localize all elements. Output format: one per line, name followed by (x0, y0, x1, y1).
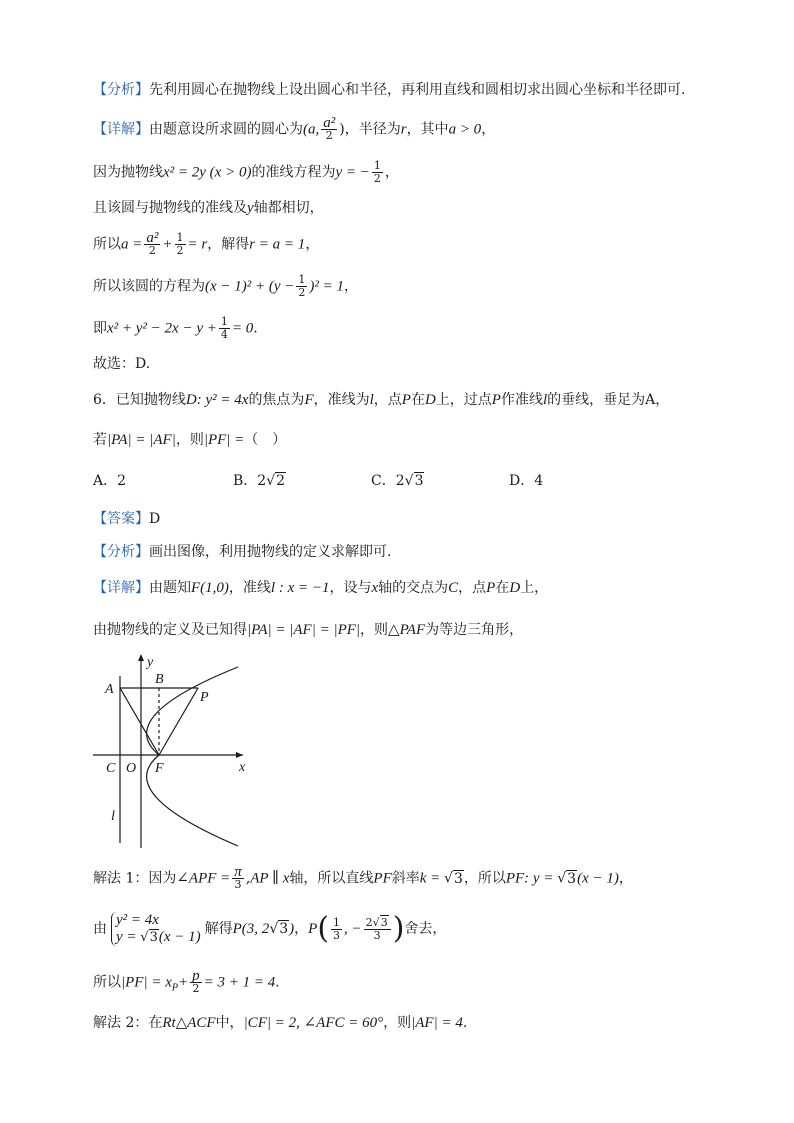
q6-detail-line (93, 578, 548, 598)
text: 6．已知抛物线 (93, 392, 186, 408)
math: k = (419, 870, 445, 887)
text: 轴都相切， (253, 200, 324, 216)
math: y (247, 200, 254, 216)
text: 因为抛物线 (93, 164, 163, 181)
math: |AF| = 4 (411, 1015, 463, 1031)
denominator: 4 (220, 328, 228, 341)
coef: 2 (395, 473, 405, 489)
label-f: F (155, 761, 164, 776)
math: )² = 1 (309, 278, 345, 295)
numerator: 1 (333, 915, 341, 929)
detail-tag: 【详解】 (93, 580, 149, 596)
math: ∠APF = (176, 870, 231, 887)
numerator: 1 (220, 315, 228, 328)
text: ，所以 (463, 870, 506, 887)
text: （ ） (244, 432, 287, 448)
text: ，点 (458, 580, 487, 596)
text: 轴的交点为 (378, 580, 449, 596)
x-axis-arrow (236, 752, 243, 758)
math: P(3, 2 (232, 921, 270, 937)
text: 解得 (204, 921, 233, 937)
numerator: a² (323, 115, 336, 131)
text: ， (344, 278, 359, 295)
math: , − (344, 921, 362, 937)
q6-options (93, 471, 553, 493)
fraction (321, 117, 337, 142)
denominator: 2 (373, 172, 381, 185)
fraction (296, 274, 307, 299)
denominator: 3 (373, 928, 381, 942)
p5-analysis-text: 先利用圆心在抛物线上设出圆心和半径，再利用直线和圆相切求出圆心坐标和半径即可. (149, 82, 686, 98)
radicand: 3 (414, 473, 424, 489)
label-c: C (106, 761, 116, 776)
fraction (144, 232, 160, 257)
text: ，则 (175, 432, 204, 448)
label-b: B (155, 672, 164, 687)
text: ，准线 (228, 580, 271, 596)
math: l (542, 392, 548, 408)
text: 由题意设所求圆的圆心为 (149, 121, 303, 138)
math: a > 0 (448, 121, 482, 138)
text: 由抛物线的定义及已知得 (93, 622, 247, 638)
option-b[interactable]: B．2√2 (233, 473, 286, 489)
math: ) (289, 921, 295, 937)
answer-tag: 【答案】 (93, 511, 149, 527)
fraction (175, 232, 186, 257)
p5-line-4 (93, 232, 319, 257)
math: (a, (303, 121, 320, 138)
text: 所以 (93, 974, 121, 991)
label-x: x (239, 760, 246, 775)
fraction (219, 316, 230, 341)
radicand: 3 (149, 930, 158, 945)
segment-af (120, 688, 159, 755)
denominator: 2 (148, 244, 156, 257)
text: . (462, 1015, 468, 1031)
math: a = (121, 236, 143, 253)
text: 所以 (93, 236, 121, 253)
denominator: 2 (192, 982, 200, 995)
text: ，准线为 (313, 392, 370, 408)
text: ， (305, 236, 320, 253)
radicand: 3 (567, 870, 577, 887)
label-y: y (147, 655, 154, 670)
p5-choice: 故选：D. (93, 356, 151, 372)
segment-pf (159, 688, 198, 755)
math: l : x = −1 (270, 580, 330, 596)
solution-2-line (93, 1013, 467, 1033)
fraction (331, 917, 342, 942)
solution-1-line-2: 由 y² = 4x y = √3(x − 1) 解得P(3, 2√3)，P( $\frac{1}{3}$ , − $\frac{2√3}{3}$ )舍去， (93, 911, 447, 946)
math: PF: y = (505, 870, 558, 887)
text: , (245, 870, 251, 887)
label-a: A (105, 682, 114, 697)
option-d[interactable]: D．4 (509, 473, 544, 489)
denominator: 3 (333, 928, 341, 942)
numerator: 1 (373, 159, 381, 172)
text: 轴，所以直线 (289, 870, 374, 887)
paren-left: ( (317, 911, 330, 946)
math: P (308, 921, 318, 937)
denominator: 2 (176, 244, 184, 257)
math: D: y² = 4x (185, 392, 249, 408)
p5-line-2 (93, 160, 399, 185)
numerator: 1 (298, 273, 306, 286)
math: PF (373, 870, 392, 887)
paren-right: ) (392, 911, 405, 946)
q6-stem-line-2 (93, 430, 286, 450)
math: l (369, 392, 374, 408)
math: r (400, 121, 407, 138)
math: y = (116, 929, 141, 945)
text: 上，过点 (435, 392, 492, 408)
text: ， (481, 121, 496, 138)
coef: 2 (257, 473, 267, 489)
text: 解法 2：在 (93, 1015, 163, 1031)
coef: 2 (365, 915, 373, 929)
math: + (162, 236, 173, 253)
p5-detail-line (93, 117, 495, 142)
denominator: 2 (298, 286, 306, 299)
p5-line-5 (93, 274, 358, 299)
equation-system (111, 912, 201, 946)
math: |PF| = x (121, 974, 172, 991)
text: A (645, 392, 656, 408)
text: 由题知 (149, 580, 191, 596)
text: ，其中 (406, 121, 449, 138)
text: . (275, 974, 280, 991)
numerator: π (234, 864, 242, 880)
text: 所以该圆的方程为 (93, 278, 205, 295)
math: △PAF (388, 622, 426, 638)
math: C (448, 580, 459, 596)
text: 若 (93, 432, 107, 448)
solution-1-line-3 (93, 970, 280, 998)
p5-analysis-line (93, 80, 685, 100)
text: 在 (410, 392, 425, 408)
label-o: O (126, 761, 137, 776)
text: ， (618, 870, 633, 887)
text: 且该圆与抛物线的准线及 (93, 200, 247, 216)
option-label: C． (371, 473, 396, 489)
math: D (424, 392, 436, 408)
math: y = − (335, 164, 370, 181)
parabola-figure (93, 648, 263, 848)
analysis-tag: 【分析】 (93, 544, 149, 560)
text: 上， (520, 580, 549, 596)
text: 作准线 (500, 392, 543, 408)
system-eq-1: y² = 4x (116, 912, 159, 928)
text: 的准线方程为 (251, 164, 336, 181)
q6-answer: D (149, 511, 161, 527)
numerator: 2√3 (364, 917, 391, 930)
math: F (304, 392, 314, 408)
math: |CF| = 2, ∠AFC = 60° (243, 1015, 384, 1031)
fraction (364, 917, 391, 942)
text: ，解得 (207, 236, 250, 253)
q6-analysis-text: 画出图像，利用抛物线的定义求解即可. (149, 544, 392, 560)
math: P (486, 580, 496, 596)
option-a[interactable]: A．2 (93, 473, 127, 489)
numerator: p (192, 968, 200, 984)
radicand: 2 (276, 473, 286, 489)
radicand: 3 (279, 921, 289, 937)
text: 解法 1：因为 (93, 870, 177, 887)
math: P (401, 392, 411, 408)
math: AP ∥ x (250, 870, 290, 887)
text: 斜率 (391, 870, 420, 887)
q6-detail-line-2 (93, 620, 523, 640)
math: (x − 1) (577, 870, 619, 887)
math: |PA| = |AF| = |PF| (247, 622, 361, 638)
math: P (491, 392, 501, 408)
denominator: 2 (325, 129, 333, 142)
text: )，半径为 (339, 121, 401, 138)
math: (x − 1)² + (y − (205, 278, 295, 295)
detail-tag: 【详解】 (93, 121, 149, 138)
parabola-curve (147, 667, 238, 846)
y-axis-arrow (138, 654, 144, 661)
math: = r (187, 236, 208, 253)
text: ，设与 (329, 580, 372, 596)
text: ，则 (360, 622, 389, 638)
text: 即 (93, 320, 107, 337)
math: |PF| = (203, 432, 245, 448)
p5-line-3 (93, 198, 324, 218)
text: 为等边三角形， (425, 622, 524, 638)
math: r = a = 1 (249, 236, 306, 253)
math: x² = 2y (x > 0) (163, 164, 252, 181)
text: 的焦点为 (248, 392, 305, 408)
text: ，点 (373, 392, 402, 408)
math: |PA| = |AF| (107, 432, 176, 448)
text: 的垂线，垂足为 (547, 392, 646, 408)
text: 在 (495, 580, 510, 596)
label-l: l (111, 809, 115, 824)
math: D (509, 580, 521, 596)
math: + (177, 974, 189, 991)
text: 由 (93, 921, 107, 937)
numerator: 1 (176, 231, 184, 244)
math: Rt△ACF (162, 1015, 216, 1031)
option-c[interactable]: C．2√3 (371, 473, 424, 489)
system-eq-2: y = √3(x − 1) (116, 929, 201, 945)
numerator: a² (146, 230, 159, 246)
math: x² + y² − 2x − y + (107, 320, 217, 337)
q6-analysis-line (93, 542, 391, 562)
q6-answer-line (93, 509, 160, 529)
text: ， (384, 164, 399, 181)
label-p: P (200, 690, 209, 705)
subscript: P (171, 982, 178, 994)
fraction (232, 866, 244, 891)
math: F(1,0) (191, 580, 229, 596)
q6-stem-line-1 (93, 390, 669, 410)
denominator: 3 (234, 878, 242, 891)
solution-1-line-1: 解法 1：因为∠APF = $\frac{\pi}{3}$ ,AP ∥ x轴，所以直线PF斜率k = √3，所以PF: y = √3(x − 1)， (93, 864, 633, 891)
math: (x − 1) (158, 929, 201, 945)
radicand: 3 (380, 915, 388, 929)
analysis-tag: 【分析】 (93, 82, 149, 98)
text: ， (655, 392, 670, 408)
text: ， (294, 921, 309, 937)
text: 舍去， (404, 921, 447, 937)
math: x (371, 580, 379, 596)
option-label: B． (233, 473, 258, 489)
text: ，则 (383, 1015, 412, 1031)
text: 中， (215, 1015, 244, 1031)
text: . (253, 320, 258, 337)
fraction (190, 970, 202, 995)
radicand: 3 (453, 870, 463, 887)
math: = 3 + 1 = 4 (203, 974, 276, 991)
math: = 0 (231, 320, 254, 337)
fraction (372, 160, 383, 185)
p5-line-6 (93, 316, 258, 341)
